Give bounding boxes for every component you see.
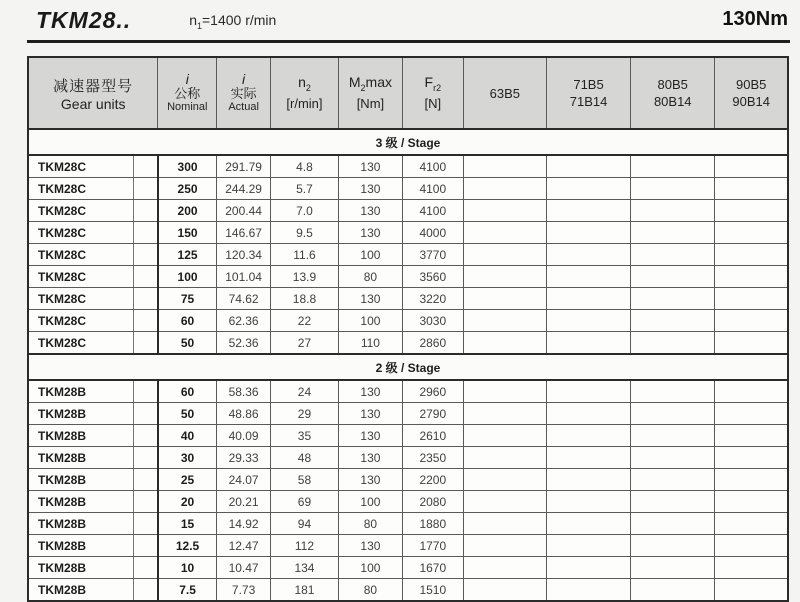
- motor-90b5-cell: [715, 491, 788, 513]
- output-speed-cell: 48: [270, 447, 338, 469]
- ratio-nominal-cell: 100: [158, 266, 217, 288]
- motor-80b5-cell: [631, 288, 715, 310]
- output-speed-cell: 112: [270, 535, 338, 557]
- radial-force-cell: 1510: [402, 579, 463, 602]
- model-subcell: [134, 310, 158, 332]
- model-cell: TKM28B: [28, 447, 134, 469]
- output-speed-cell: 7.0: [270, 200, 338, 222]
- motor-63b5-cell: [463, 200, 546, 222]
- motor-71b5-cell: [546, 469, 630, 491]
- max-torque-cell: 130: [338, 425, 402, 447]
- ratio-nominal-cell: 250: [158, 178, 217, 200]
- ratio-actual-cell: 7.73: [217, 579, 271, 602]
- col-header-i-nominal: i 公称 Nominal: [158, 57, 217, 129]
- ratio-actual-cell: 14.92: [217, 513, 271, 535]
- model-cell: TKM28B: [28, 403, 134, 425]
- motor-71b5-cell: [546, 425, 630, 447]
- radial-force-cell: 2200: [402, 469, 463, 491]
- motor-71b5-cell: [546, 332, 630, 355]
- output-speed-cell: 22: [270, 310, 338, 332]
- motor-80b5-cell: [631, 332, 715, 355]
- motor-63b5-cell: [463, 155, 546, 178]
- motor-71b5-cell: [546, 178, 630, 200]
- motor-63b5-cell: [463, 332, 546, 355]
- model-cell: TKM28B: [28, 469, 134, 491]
- input-speed-note: $n_1=1400$ r/min: [189, 12, 277, 31]
- model-subcell: [134, 425, 158, 447]
- motor-90b5-cell: [715, 557, 788, 579]
- motor-71b5-cell: [546, 535, 630, 557]
- radial-force-cell: 2860: [402, 332, 463, 355]
- model-subcell: [134, 380, 158, 403]
- table-body: [28, 129, 788, 601]
- col-header-90b5-90b14: 90B5 90B14: [715, 57, 788, 129]
- output-speed-cell: 4.8: [270, 155, 338, 178]
- motor-63b5-cell: [463, 557, 546, 579]
- model-cell: TKM28B: [28, 535, 134, 557]
- radial-force-cell: 1770: [402, 535, 463, 557]
- output-speed-cell: 9.5: [270, 222, 338, 244]
- motor-63b5-cell: [463, 513, 546, 535]
- ratio-nominal-cell: 40: [158, 425, 217, 447]
- table-row: [28, 557, 788, 579]
- motor-80b5-cell: [631, 469, 715, 491]
- model-cell: TKM28B: [28, 425, 134, 447]
- motor-80b5-cell: [631, 310, 715, 332]
- motor-90b5-cell: [715, 222, 788, 244]
- model-subcell: [134, 491, 158, 513]
- max-torque-cell: 80: [338, 266, 402, 288]
- model-subcell: [134, 266, 158, 288]
- motor-80b5-cell: [631, 447, 715, 469]
- radial-force-cell: 2610: [402, 425, 463, 447]
- table-row: [28, 222, 788, 244]
- model-cell: TKM28C: [28, 288, 134, 310]
- col-header-63b5: 63B5: [463, 57, 546, 129]
- ratio-actual-cell: 20.21: [217, 491, 271, 513]
- max-torque-cell: 130: [338, 200, 402, 222]
- ratio-actual-cell: 52.36: [217, 332, 271, 355]
- output-speed-cell: 18.8: [270, 288, 338, 310]
- motor-71b5-cell: [546, 266, 630, 288]
- motor-90b5-cell: [715, 288, 788, 310]
- motor-90b5-cell: [715, 200, 788, 222]
- model-cell: TKM28C: [28, 200, 134, 222]
- motor-80b5-cell: [631, 380, 715, 403]
- motor-63b5-cell: [463, 178, 546, 200]
- ratio-actual-cell: 62.36: [217, 310, 271, 332]
- max-torque-cell: 130: [338, 447, 402, 469]
- output-speed-cell: 69: [270, 491, 338, 513]
- output-speed-cell: 11.6: [270, 244, 338, 266]
- ratio-nominal-cell: 50: [158, 332, 217, 355]
- motor-80b5-cell: [631, 535, 715, 557]
- max-torque-cell: 130: [338, 288, 402, 310]
- ratio-actual-cell: 120.34: [217, 244, 271, 266]
- table-row: [28, 425, 788, 447]
- motor-63b5-cell: [463, 288, 546, 310]
- max-torque-cell: 100: [338, 491, 402, 513]
- radial-force-cell: 4000: [402, 222, 463, 244]
- motor-90b5-cell: [715, 155, 788, 178]
- ratio-nominal-cell: 60: [158, 310, 217, 332]
- ratio-nominal-cell: 60: [158, 380, 217, 403]
- radial-force-cell: 4100: [402, 200, 463, 222]
- table-row: [28, 288, 788, 310]
- ratio-actual-cell: 29.33: [217, 447, 271, 469]
- gear-units-table: [27, 56, 789, 602]
- ratio-nominal-cell: 300: [158, 155, 217, 178]
- header-rule: [27, 40, 790, 43]
- model-subcell: [134, 155, 158, 178]
- ratio-nominal-cell: 125: [158, 244, 217, 266]
- radial-force-cell: 2350: [402, 447, 463, 469]
- model-subcell: [134, 288, 158, 310]
- max-torque-cell: 130: [338, 222, 402, 244]
- ratio-nominal-cell: 7.5: [158, 579, 217, 602]
- motor-63b5-cell: [463, 244, 546, 266]
- model-cell: TKM28C: [28, 178, 134, 200]
- radial-force-cell: 3770: [402, 244, 463, 266]
- max-torque-cell: 110: [338, 332, 402, 355]
- table-row: [28, 380, 788, 403]
- ratio-actual-cell: 12.47: [217, 535, 271, 557]
- motor-71b5-cell: [546, 513, 630, 535]
- model-cell: TKM28C: [28, 244, 134, 266]
- model-cell: TKM28C: [28, 266, 134, 288]
- motor-71b5-cell: [546, 491, 630, 513]
- model-subcell: [134, 222, 158, 244]
- stage-separator-row: [28, 129, 788, 155]
- motor-71b5-cell: [546, 200, 630, 222]
- motor-80b5-cell: [631, 155, 715, 178]
- table-row: [28, 200, 788, 222]
- radial-force-cell: 4100: [402, 155, 463, 178]
- motor-71b5-cell: [546, 310, 630, 332]
- col-header-gear-units: 减速器型号 Gear units: [28, 57, 158, 129]
- ratio-nominal-cell: 75: [158, 288, 217, 310]
- model-cell: TKM28C: [28, 310, 134, 332]
- motor-90b5-cell: [715, 310, 788, 332]
- max-torque-cell: 80: [338, 579, 402, 602]
- motor-63b5-cell: [463, 403, 546, 425]
- output-speed-cell: 35: [270, 425, 338, 447]
- motor-71b5-cell: [546, 380, 630, 403]
- motor-71b5-cell: [546, 244, 630, 266]
- ratio-nominal-cell: 12.5: [158, 535, 217, 557]
- model-subcell: [134, 178, 158, 200]
- motor-71b5-cell: [546, 557, 630, 579]
- ratio-actual-cell: 244.29: [217, 178, 271, 200]
- max-torque-cell: 100: [338, 310, 402, 332]
- col-header-80b5-80b14: 80B5 80B14: [631, 57, 715, 129]
- model-cell: TKM28C: [28, 222, 134, 244]
- model-subcell: [134, 200, 158, 222]
- motor-90b5-cell: [715, 535, 788, 557]
- model-subcell: [134, 244, 158, 266]
- motor-80b5-cell: [631, 557, 715, 579]
- ratio-nominal-cell: 25: [158, 469, 217, 491]
- ratio-nominal-cell: 30: [158, 447, 217, 469]
- model-subcell: [134, 469, 158, 491]
- output-speed-cell: 94: [270, 513, 338, 535]
- output-speed-cell: 24: [270, 380, 338, 403]
- motor-90b5-cell: [715, 380, 788, 403]
- motor-90b5-cell: [715, 244, 788, 266]
- motor-80b5-cell: [631, 266, 715, 288]
- ratio-actual-cell: 48.86: [217, 403, 271, 425]
- motor-90b5-cell: [715, 178, 788, 200]
- motor-80b5-cell: [631, 200, 715, 222]
- radial-force-cell: 2790: [402, 403, 463, 425]
- stage-label: 3 级 / Stage: [28, 129, 788, 155]
- table-row: [28, 403, 788, 425]
- motor-80b5-cell: [631, 244, 715, 266]
- output-speed-cell: 29: [270, 403, 338, 425]
- col-header-i-actual: i 实际 Actual: [217, 57, 271, 129]
- motor-90b5-cell: [715, 447, 788, 469]
- output-speed-cell: 181: [270, 579, 338, 602]
- page-title: TKM28..: [36, 7, 132, 33]
- model-cell: TKM28B: [28, 579, 134, 602]
- motor-80b5-cell: [631, 491, 715, 513]
- motor-90b5-cell: [715, 266, 788, 288]
- ratio-actual-cell: 58.36: [217, 380, 271, 403]
- motor-63b5-cell: [463, 469, 546, 491]
- motor-63b5-cell: [463, 447, 546, 469]
- motor-63b5-cell: [463, 310, 546, 332]
- ratio-actual-cell: 200.44: [217, 200, 271, 222]
- motor-63b5-cell: [463, 535, 546, 557]
- col-header-fr2: $F_{r2}$ [N]: [402, 57, 463, 129]
- motor-71b5-cell: [546, 222, 630, 244]
- model-cell: TKM28C: [28, 332, 134, 355]
- table-row: [28, 310, 788, 332]
- max-torque-cell: 130: [338, 380, 402, 403]
- motor-63b5-cell: [463, 491, 546, 513]
- ratio-actual-cell: 291.79: [217, 155, 271, 178]
- table-row: [28, 469, 788, 491]
- motor-90b5-cell: [715, 332, 788, 355]
- motor-63b5-cell: [463, 266, 546, 288]
- table-row: [28, 244, 788, 266]
- max-torque-label: 130Nm: [722, 8, 788, 30]
- motor-90b5-cell: [715, 513, 788, 535]
- motor-71b5-cell: [546, 403, 630, 425]
- output-speed-cell: 5.7: [270, 178, 338, 200]
- motor-80b5-cell: [631, 222, 715, 244]
- motor-63b5-cell: [463, 222, 546, 244]
- radial-force-cell: 1670: [402, 557, 463, 579]
- max-torque-cell: 100: [338, 244, 402, 266]
- model-subcell: [134, 557, 158, 579]
- col-header-m2max: $M_2\max$ [Nm]: [338, 57, 402, 129]
- max-torque-cell: 130: [338, 469, 402, 491]
- motor-90b5-cell: [715, 469, 788, 491]
- ratio-actual-cell: 40.09: [217, 425, 271, 447]
- motor-90b5-cell: [715, 425, 788, 447]
- radial-force-cell: 3220: [402, 288, 463, 310]
- ratio-actual-cell: 74.62: [217, 288, 271, 310]
- ratio-actual-cell: 24.07: [217, 469, 271, 491]
- ratio-nominal-cell: 150: [158, 222, 217, 244]
- ratio-nominal-cell: 50: [158, 403, 217, 425]
- model-subcell: [134, 403, 158, 425]
- output-speed-cell: 134: [270, 557, 338, 579]
- motor-63b5-cell: [463, 380, 546, 403]
- model-cell: TKM28B: [28, 380, 134, 403]
- table-header-row: [28, 57, 788, 129]
- model-subcell: [134, 332, 158, 355]
- output-speed-cell: 27: [270, 332, 338, 355]
- table-row: [28, 447, 788, 469]
- motor-90b5-cell: [715, 403, 788, 425]
- motor-63b5-cell: [463, 579, 546, 602]
- table-row: [28, 266, 788, 288]
- ratio-nominal-cell: 10: [158, 557, 217, 579]
- motor-71b5-cell: [546, 155, 630, 178]
- max-torque-cell: 130: [338, 155, 402, 178]
- table-row: [28, 332, 788, 355]
- col-header-n2: $n_2$ [r/min]: [270, 57, 338, 129]
- col-header-71b5-71b14: 71B5 71B14: [546, 57, 630, 129]
- stage-label: 2 级 / Stage: [28, 354, 788, 380]
- model-cell: TKM28B: [28, 557, 134, 579]
- motor-80b5-cell: [631, 513, 715, 535]
- motor-80b5-cell: [631, 579, 715, 602]
- table-row: [28, 579, 788, 602]
- motor-80b5-cell: [631, 425, 715, 447]
- model-subcell: [134, 447, 158, 469]
- max-torque-cell: 80: [338, 513, 402, 535]
- page-header: [0, 0, 800, 37]
- output-speed-cell: 58: [270, 469, 338, 491]
- table-row: [28, 178, 788, 200]
- table-row: [28, 535, 788, 557]
- radial-force-cell: 1880: [402, 513, 463, 535]
- output-speed-cell: 13.9: [270, 266, 338, 288]
- radial-force-cell: 3030: [402, 310, 463, 332]
- max-torque-cell: 130: [338, 178, 402, 200]
- motor-71b5-cell: [546, 579, 630, 602]
- motor-80b5-cell: [631, 178, 715, 200]
- motor-71b5-cell: [546, 288, 630, 310]
- ratio-nominal-cell: 200: [158, 200, 217, 222]
- stage-separator-row: [28, 354, 788, 380]
- table-row: [28, 513, 788, 535]
- max-torque-cell: 100: [338, 557, 402, 579]
- model-subcell: [134, 535, 158, 557]
- radial-force-cell: 4100: [402, 178, 463, 200]
- model-subcell: [134, 513, 158, 535]
- radial-force-cell: 2960: [402, 380, 463, 403]
- ratio-actual-cell: 146.67: [217, 222, 271, 244]
- radial-force-cell: 3560: [402, 266, 463, 288]
- ratio-actual-cell: 10.47: [217, 557, 271, 579]
- max-torque-cell: 130: [338, 535, 402, 557]
- ratio-nominal-cell: 20: [158, 491, 217, 513]
- model-cell: TKM28B: [28, 491, 134, 513]
- table-row: [28, 155, 788, 178]
- model-cell: TKM28C: [28, 155, 134, 178]
- motor-80b5-cell: [631, 403, 715, 425]
- model-subcell: [134, 579, 158, 602]
- motor-90b5-cell: [715, 579, 788, 602]
- model-cell: TKM28B: [28, 513, 134, 535]
- ratio-actual-cell: 101.04: [217, 266, 271, 288]
- table-row: [28, 491, 788, 513]
- motor-63b5-cell: [463, 425, 546, 447]
- radial-force-cell: 2080: [402, 491, 463, 513]
- ratio-nominal-cell: 15: [158, 513, 217, 535]
- max-torque-cell: 130: [338, 403, 402, 425]
- motor-71b5-cell: [546, 447, 630, 469]
